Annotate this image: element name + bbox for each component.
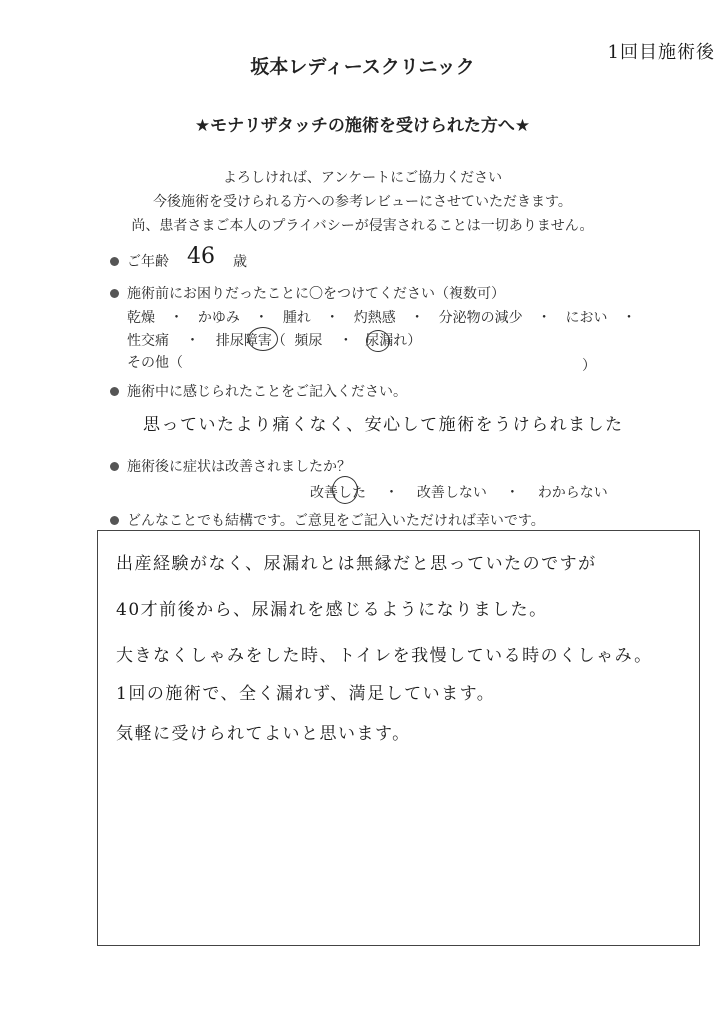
other-label: その他（ [127,355,183,371]
option-dryness: 乾燥 [127,310,155,326]
during-answer: 思っていたより痛くなく、安心して施術をうけられました [143,415,624,435]
option-discharge: 分泌物の減少 [438,310,523,326]
option-not-improved: 改善しない [416,485,487,501]
circle-mark-icon [248,327,278,351]
option-dyspareunia: 性交痛 [127,333,169,349]
option-sep: ・ [325,310,340,326]
option-urination: 排尿障害（ [215,333,286,349]
bullet-icon [110,289,119,298]
age-label: ご年齢 [127,254,169,270]
option-sep: ・ [338,333,353,349]
option-sep: ・ [254,310,269,326]
survey-subtitle: ★モナリザタッチの施術を受けられた方へ★ [194,116,531,136]
comment-line: 大きなくしゃみをした時、トイレを我慢している時のくしゃみ。 [116,646,653,666]
bullet-icon [110,387,119,396]
comment-line: 40才前後から、尿漏れを感じるようになりました。 [116,600,548,620]
option-leakage: 尿漏れ） [365,333,422,349]
during-question: 施術中に感じられたことをご記入ください。 [127,384,407,400]
age-unit: 歳 [233,254,247,270]
comment-line: 1回の施術で、全く漏れず、満足しています。 [116,684,496,704]
comments-box [97,530,700,946]
option-sep: ・ [410,310,425,326]
circle-mark-icon [332,476,358,504]
option-swelling: 腫れ [282,310,311,326]
bullet-icon [110,462,119,471]
option-odor: におい [565,310,608,326]
intro-text [0,166,725,238]
option-itch: かゆみ [197,310,240,326]
clinic-title: 坂本レディースクリニック [250,56,475,78]
intro-line: 今後施術を受けられる方への参考レビューにさせていただきます。 [153,194,572,210]
other-close: ） [582,358,596,374]
comment-line: 出産経験がなく、尿漏れとは無縁だと思っていたのですが [116,554,597,574]
option-sep: ・ [537,310,552,326]
after-question: 施術後に症状は改善されましたか？ [127,459,351,475]
option-burning: 灼熱感 [353,310,396,326]
symptom-options-row1 [127,307,646,327]
option-sep: ・ [384,485,399,501]
option-sep: ・ [185,333,200,349]
age-value: 46 [187,244,215,269]
option-unknown: わからない [537,485,608,501]
option-sep: ・ [505,485,520,501]
intro-line: 尚、患者さまご本人のプライバシーが侵害されることは一切ありません。 [131,218,594,234]
bullet-icon [110,516,119,525]
comment-line: 気軽に受けられてよいと思います。 [116,724,411,744]
session-badge: 1回目施術後 [607,42,715,63]
option-frequency: 頻尿 [294,333,323,349]
option-improved: 改善した [310,485,366,501]
intro-line: よろしければ、アンケートにご協力ください [222,170,503,186]
symptoms-question: 施術前にお困りだったことに〇をつけてください（複数可） [127,286,505,302]
bullet-icon [110,257,119,266]
option-sep: ・ [621,310,636,326]
comments-question: どんなことでも結構です。ご意見をご記入いただければ幸いです。 [127,513,545,529]
circle-mark-icon [366,330,390,352]
option-sep: ・ [169,310,184,326]
